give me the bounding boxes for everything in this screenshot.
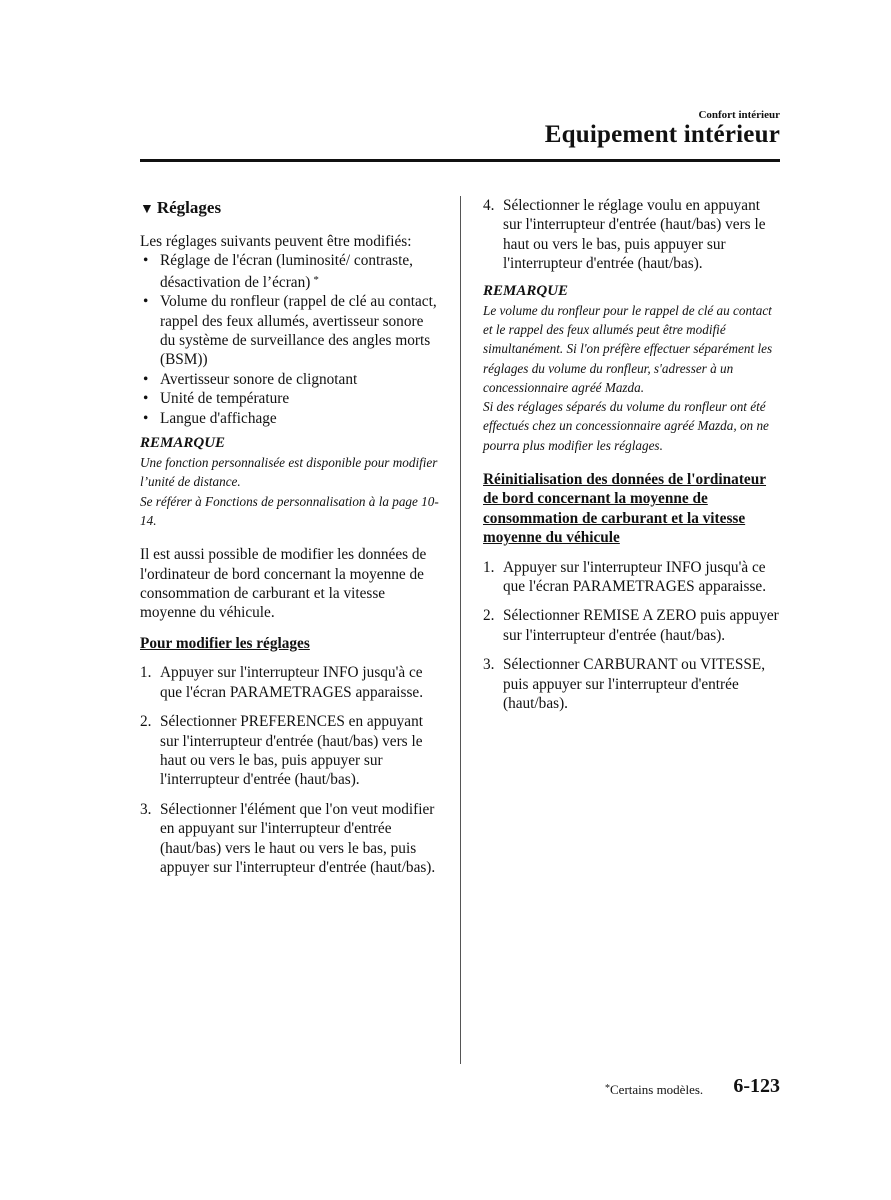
step-text: Sélectionner PREFERENCES en appuyant sur l'interrupteur d'entrée (haut/bas) vers le haut ou vers le bas, puis appuyer sur l'interrupteur d'entrée (haut/bas). <box>160 713 423 789</box>
section-label: Confort intérieur <box>698 109 780 121</box>
step-text: Appuyer sur l'interrupteur INFO jusqu'à ce que l'écran PARAMETRAGES apparaisse. <box>160 664 424 701</box>
list-item-text: Volume du ronfleur (rappel de clé au contact, rappel des feux allumés, avertisseur sonore du système de surveillance des angles morts (BSM)) <box>160 293 437 369</box>
remark-text: Le volume du ronfleur pour le rappel de clé au contact et le rappel des feux allumés peut être modifié simultanément. Si l'on préfère effectuer séparément les réglages du volume du ronfleur, s'adresser à un concessionnaire agréé Mazda. <box>483 302 773 395</box>
page-title: Equipement intérieur <box>544 121 780 148</box>
step-text: Sélectionner REMISE A ZERO puis appuyer sur l'interrupteur d'entrée (haut/bas). <box>503 607 779 644</box>
step-number: 1. <box>140 664 152 682</box>
list-item <box>140 389 440 408</box>
step-item <box>483 606 780 645</box>
remark-text: Si des réglages séparés du volume du ronfleur ont été effectués chez un concessionnaire agréé Mazda, on ne pourra plus modifier les réglages. <box>483 399 769 453</box>
remark-title: REMARQUE <box>483 282 569 299</box>
left-column <box>140 196 440 887</box>
steps-list <box>140 663 440 877</box>
step-item <box>140 663 440 702</box>
list-item-text: Unité de température <box>160 390 290 408</box>
remark-text: Une fonction personnalisée est disponible pour modifier l’unité de distance. <box>140 455 438 490</box>
intro-text: Les réglages suivants peuvent être modifiés: <box>140 233 412 250</box>
triangle-marker-icon: ▼ <box>140 202 154 217</box>
column-divider <box>460 196 461 1064</box>
bullet-icon: • <box>143 390 149 408</box>
list-item <box>140 251 440 292</box>
list-item-text: Langue d'affichage <box>160 409 277 427</box>
footnote-text: Certains modèles. <box>610 1082 704 1097</box>
header-rule <box>140 159 780 162</box>
step-text: Sélectionner le réglage voulu en appuyant sur l'interrupteur d'entrée (haut/bas) vers le haut ou vers le bas, puis appuyer sur l'interrupteur d'entrée (haut/bas). <box>503 197 766 273</box>
step-number: 4. <box>483 197 495 214</box>
bullet-icon: • <box>143 370 149 388</box>
step-number: 3. <box>483 656 495 674</box>
body-paragraph: Il est aussi possible de modifier les données de l'ordinateur de bord concernant la moyenne de consommation de carburant et la vitesse moyenne du véhicule. <box>140 546 427 622</box>
list-item-text: Avertisseur sonore de clignotant <box>160 370 358 388</box>
step-number: 1. <box>483 558 495 576</box>
section-heading <box>140 198 440 220</box>
asterisk-icon: * <box>313 273 319 286</box>
asterisk-icon: * <box>605 1083 610 1094</box>
bullet-icon: • <box>143 409 149 427</box>
list-item-text: Réglage de l'écran (luminosité/ contraste, désactivation de l’écran) <box>160 252 413 291</box>
subheading: Pour modifier les réglages <box>140 634 310 652</box>
step-number: 3. <box>140 800 152 818</box>
step-item <box>140 712 440 790</box>
step-item <box>483 655 780 713</box>
step-text: Sélectionner l'élément que l'on veut modifier en appuyant sur l'interrupteur d'entrée (haut/bas) vers le haut ou vers le bas, puis appuyer sur l'interrupteur d'entrée (haut/bas). <box>160 800 436 876</box>
list-item <box>140 292 440 370</box>
list-item <box>140 370 440 389</box>
remark-text: Se référer à Fonctions de personnalisation à la page 10-14. <box>140 493 439 528</box>
steps-list <box>483 196 780 274</box>
bullet-icon: • <box>143 293 149 311</box>
step-number: 2. <box>483 607 495 625</box>
remark-title: REMARQUE <box>140 435 226 452</box>
section-heading-text: Réglages <box>156 198 222 217</box>
step-item <box>140 800 440 878</box>
right-column <box>483 196 780 723</box>
bullet-icon: • <box>143 252 149 270</box>
step-text: Appuyer sur l'interrupteur INFO jusqu'à ce que l'écran PARAMETRAGES apparaisse. <box>503 558 767 596</box>
step-item <box>483 558 780 597</box>
step-item <box>483 196 780 274</box>
steps-list <box>483 558 780 714</box>
settings-list <box>140 251 440 428</box>
page-number: 6-123 <box>733 1075 780 1097</box>
list-item <box>140 409 440 428</box>
subheading: Réinitialisation des données de l'ordinateur de bord concernant la moyenne de consommation de carburant et la vitesse moyenne du véhicule <box>483 471 767 547</box>
step-text: Sélectionner CARBURANT ou VITESSE, puis appuyer sur l'interrupteur d'entrée (haut/bas). <box>503 656 766 713</box>
footnote <box>605 1082 703 1098</box>
step-number: 2. <box>140 713 152 731</box>
